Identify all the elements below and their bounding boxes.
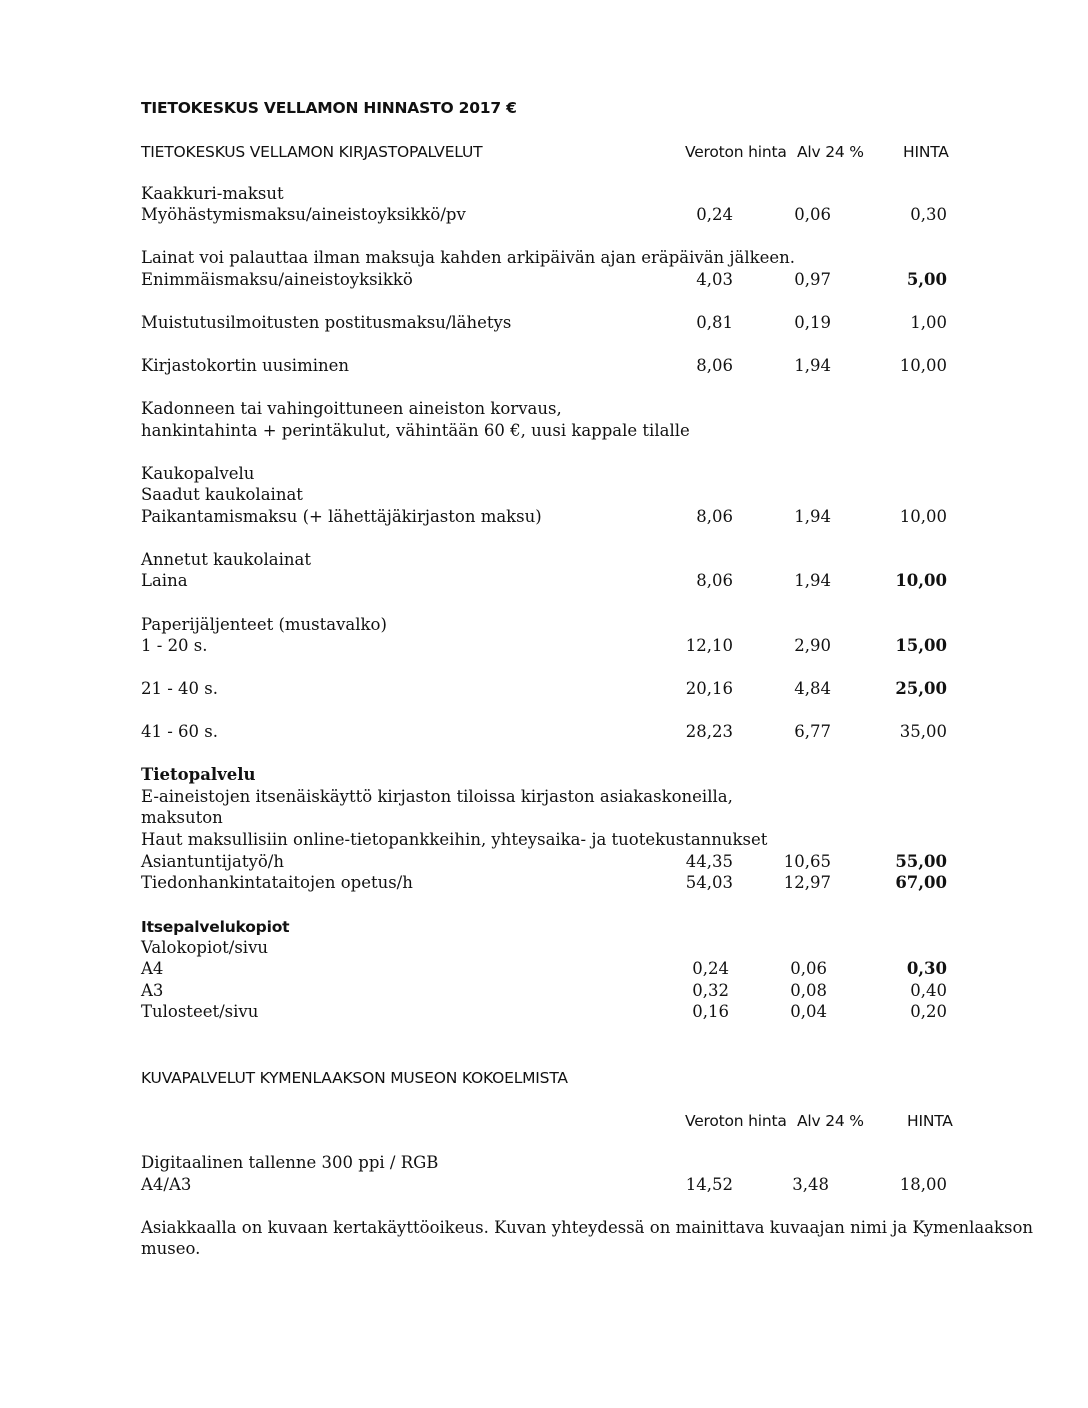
- row-vat: 4,84: [794, 679, 831, 698]
- group-label: Digitaalinen tallenne 300 ppi / RGB: [141, 1153, 439, 1172]
- column-header-net: Veroton hinta: [685, 1112, 787, 1130]
- row-price: 5,00: [906, 270, 947, 289]
- note-text: maksuton: [141, 808, 223, 827]
- row-net: 8,06: [696, 571, 733, 590]
- row-vat: 0,97: [794, 270, 831, 289]
- subheading-kaukopalvelu: Kaukopalvelu: [141, 464, 255, 483]
- note-text: Lainat voi palauttaa ilman maksuja kahden arkipäivän ajan eräpäivän jälkeen.: [141, 248, 796, 267]
- row-net: 8,06: [696, 356, 733, 375]
- note-text: E-aineistojen itsenäiskäyttö kirjaston tiloissa kirjaston asiakaskoneilla,: [141, 787, 733, 806]
- row-label: Tulosteet/sivu: [141, 1002, 259, 1021]
- row-net: 4,03: [696, 270, 733, 289]
- row-label: Laina: [141, 571, 188, 590]
- subheading-tietopalvelu: Tietopalvelu: [141, 765, 256, 784]
- row-label: Asiantuntijatyö/h: [141, 852, 284, 871]
- note-text: Haut maksullisiin online-tietopankkeihin, yhteysaika- ja tuotekustannukset: [141, 830, 768, 849]
- row-label: A4/A3: [141, 1175, 192, 1194]
- row-price: 0,30: [910, 205, 947, 224]
- row-net: 0,32: [692, 981, 729, 1000]
- column-header-price: HINTA: [907, 1112, 953, 1130]
- row-vat: 3,48: [792, 1175, 829, 1194]
- row-price: 35,00: [899, 722, 947, 741]
- row-vat: 0,19: [794, 313, 831, 332]
- row-vat: 2,90: [794, 636, 831, 655]
- column-header-vat: Alv 24 %: [797, 1112, 864, 1130]
- row-vat: 6,77: [794, 722, 831, 741]
- row-label: A3: [141, 981, 164, 1000]
- row-net: 8,06: [696, 507, 733, 526]
- row-net: 14,52: [685, 1175, 733, 1194]
- note-text: Asiakkaalla on kuvaan kertakäyttöoikeus. Kuvan yhteydessä on mainittava kuvaajan nimi ja Kymenlaakson: [141, 1218, 1034, 1237]
- row-label: 1 - 20 s.: [141, 636, 208, 655]
- row-vat: 0,08: [790, 981, 827, 1000]
- row-vat: 12,97: [783, 873, 831, 892]
- row-net: 0,24: [696, 205, 733, 224]
- row-net: 44,35: [685, 852, 733, 871]
- group-label: Annetut kaukolainat: [141, 550, 311, 569]
- row-price: 10,00: [899, 356, 947, 375]
- row-label: Tiedonhankintataitojen opetus/h: [141, 873, 413, 892]
- row-net: 20,16: [685, 679, 733, 698]
- row-price: 1,00: [910, 313, 947, 332]
- row-vat: 1,94: [794, 571, 831, 590]
- row-vat: 0,06: [790, 959, 827, 978]
- document-title: TIETOKESKUS VELLAMON HINNASTO 2017 €: [141, 99, 517, 117]
- group-label: Saadut kaukolainat: [141, 485, 303, 504]
- row-price: 0,30: [906, 959, 947, 978]
- row-price: 0,40: [910, 981, 947, 1000]
- row-net: 54,03: [685, 873, 733, 892]
- row-vat: 10,65: [783, 852, 831, 871]
- note-text: Kadonneen tai vahingoittuneen aineiston korvaus,: [141, 399, 562, 418]
- row-price: 10,00: [899, 507, 947, 526]
- section-heading-library: TIETOKESKUS VELLAMON KIRJASTOPALVELUT: [141, 143, 483, 161]
- row-vat: 1,94: [794, 507, 831, 526]
- row-label: 21 - 40 s.: [141, 679, 219, 698]
- row-vat: 1,94: [794, 356, 831, 375]
- row-net: 0,24: [692, 959, 729, 978]
- row-vat: 0,04: [790, 1002, 827, 1021]
- row-price: 10,00: [895, 571, 947, 590]
- note-text: museo.: [141, 1239, 201, 1258]
- row-price: 15,00: [895, 636, 947, 655]
- row-label: A4: [141, 959, 164, 978]
- row-label: Muistutusilmoitusten postitusmaksu/lähetys: [141, 313, 512, 332]
- column-header-vat: Alv 24 %: [797, 143, 864, 161]
- row-price: 67,00: [895, 873, 947, 892]
- section-heading-museum: KUVAPALVELUT KYMENLAAKSON MUSEON KOKOELMISTA: [141, 1069, 568, 1087]
- column-header-net: Veroton hinta: [685, 143, 787, 161]
- note-text: hankintahinta + perintäkulut, vähintään 60 €, uusi kappale tilalle: [141, 421, 690, 440]
- row-label: Enimmäismaksu/aineistoyksikkö: [141, 270, 413, 289]
- subheading-kaakkuri: Kaakkuri-maksut: [141, 184, 284, 203]
- row-label: Paikantamismaksu (+ lähettäjäkirjaston maksu): [141, 507, 542, 526]
- row-label: Kirjastokortin uusiminen: [141, 356, 350, 375]
- row-net: 0,81: [696, 313, 733, 332]
- column-header-price: HINTA: [903, 143, 949, 161]
- row-net: 28,23: [685, 722, 733, 741]
- group-label: Paperijäljenteet (mustavalko): [141, 615, 387, 634]
- row-price: 0,20: [910, 1002, 947, 1021]
- row-price: 55,00: [895, 852, 947, 871]
- row-label: 41 - 60 s.: [141, 722, 219, 741]
- row-label: Myöhästymismaksu/aineistoyksikkö/pv: [141, 205, 466, 224]
- subheading-itsepalvelukopiot: Itsepalvelukopiot: [141, 918, 290, 936]
- group-label: Valokopiot/sivu: [141, 938, 269, 957]
- row-vat: 0,06: [794, 205, 831, 224]
- row-net: 12,10: [685, 636, 733, 655]
- row-price: 18,00: [899, 1175, 947, 1194]
- row-net: 0,16: [692, 1002, 729, 1021]
- row-price: 25,00: [895, 679, 947, 698]
